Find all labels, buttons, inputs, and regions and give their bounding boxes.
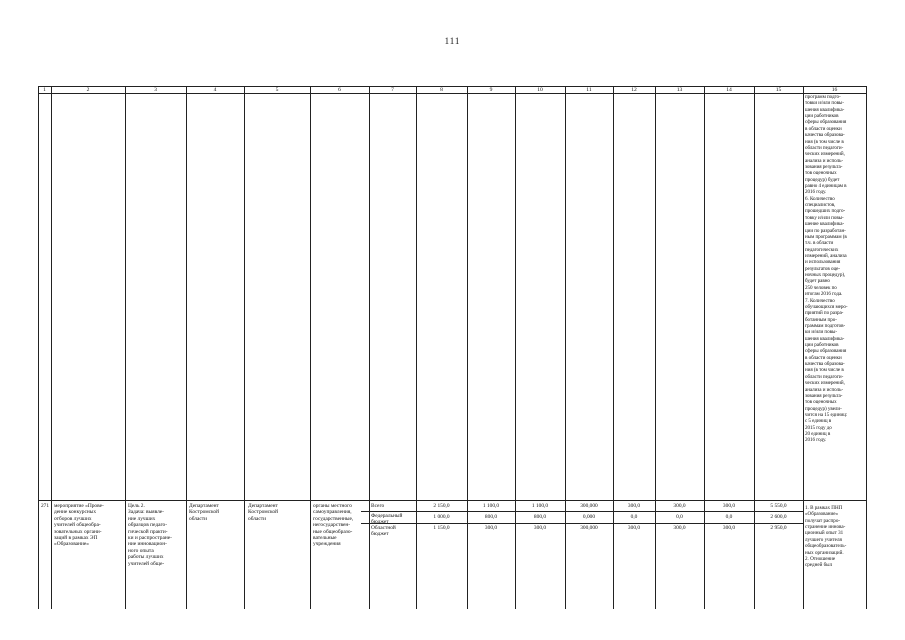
participants: органы местного самоуправления, государственные, негосударствен- ные общеобразо- вательные учреждения (313, 503, 354, 548)
column-header: 9 (489, 87, 493, 93)
column-border (866, 86, 867, 609)
row-separator (38, 500, 867, 501)
row-indicators-text: 1. В рамках ПНП «Образование» получат распро- странение иннова- ционный опыт 31 лучшего учителя общеобразователь- ных организаций. 2. Отношение средней был (805, 505, 847, 569)
column-header: 15 (775, 87, 782, 93)
value-cell: 1 100,0 (531, 503, 549, 509)
column-header: 16 (831, 87, 838, 93)
column-border (125, 86, 126, 609)
column-border (803, 86, 804, 609)
continued-indicators-text: программ подго- товки и/или повы- шения квалифика- ции работников сферы образования в области оценки качества образова- ния (в том числе в области педагоги- ческих измерений, анализа и исполь- зования результа- тов оценочных процедур) будет равно 4 единицам в 2016 году. 6. Количество специалистов, прошедших подго- товку и/или повы- шение квалифика- ции по разработан- ным программам (в т.ч. в области педагогических измерений, анализа и использования результатов оце- ночных процедур), будет равно 250 человек по итогам 2016 года. 7. Количество обучающихся меро- приятий по разра- ботанным про- граммам подготов- ки и/или повы- шения квалифика- ции работников сферы образования в области оценки качества образова- ния (в том числе в области педагоги- ческих измерений, анализа и исполь- зования результа- тов оценочных процедур) увели- чится на 15 единиц: с 5 единиц в 2015 году до 20 единиц в 2016 году. (805, 94, 848, 444)
value-cell: 1 100,0 (482, 503, 500, 509)
column-header: 4 (213, 87, 217, 93)
value-cell: 0,0 (630, 514, 638, 520)
value-cell: 0,000 (582, 514, 596, 520)
value-cell: 5 550,0 (770, 503, 787, 509)
value-cell: 300,0 (533, 525, 547, 531)
co-executor: Департамент Костромской области (248, 503, 278, 522)
column-header: 10 (537, 87, 543, 93)
column-header: 7 (391, 87, 394, 93)
funding-source: Всего (371, 503, 385, 509)
value-cell: 300,0 (722, 503, 736, 509)
page-number: 111 (444, 36, 461, 46)
column-border (244, 86, 245, 609)
column-header: 14 (726, 87, 732, 93)
value-cell: 0,0 (725, 514, 733, 520)
column-header: 6 (338, 87, 341, 93)
value-cell: 300,0 (627, 525, 641, 531)
value-cell: 300,0 (722, 525, 736, 531)
value-cell: 2 950,0 (770, 525, 787, 531)
value-cell: 300,000 (580, 525, 598, 531)
value-cell: 1 000,0 (433, 514, 450, 520)
row-number: 271 (40, 503, 50, 509)
value-cell: 2 600,0 (770, 514, 787, 520)
value-cell: 1 150,0 (433, 525, 450, 531)
column-header: 11 (586, 87, 592, 93)
value-cell: 2 150,0 (433, 503, 450, 509)
column-header: 2 (86, 87, 90, 93)
funding-source: Федеральный бюджет (371, 513, 403, 526)
value-cell: 300,0 (627, 503, 641, 509)
funding-row-separator (361, 523, 804, 524)
value-cell: 0,0 (676, 514, 683, 520)
funding-row-separator (361, 511, 804, 512)
value-cell: 300,0 (484, 525, 498, 531)
event-name: мероприятие «Прове- дение конкурсных отборов лучших учителей общеобра- зовательных органи- заций в рамках ЭП «Образование» (54, 503, 104, 548)
responsible-executor: Департамент Костромской области (189, 503, 219, 522)
value-cell: 800,0 (533, 514, 547, 520)
column-border (369, 86, 370, 609)
header-bottom-border (38, 93, 867, 94)
column-border (186, 86, 187, 609)
funding-source: Областной бюджет (371, 525, 396, 538)
value-cell: 300,0 (673, 525, 686, 531)
column-header: 12 (631, 87, 637, 93)
column-header: 8 (440, 87, 443, 93)
column-header: 3 (154, 87, 157, 93)
column-border (38, 86, 39, 609)
column-header: 5 (275, 87, 279, 93)
column-border (310, 86, 311, 609)
value-cell: 800,0 (484, 514, 498, 520)
goal-task: Цель 2. Задача: выявле- ние лучших образцов педаго- гической практи- ки и распростране- ние инновацион- ного опыта работы лучших учителей обще- (128, 503, 172, 567)
budget-table (38, 86, 867, 609)
column-border (51, 86, 52, 609)
value-cell: 300,0 (673, 503, 686, 509)
column-header: 13 (676, 87, 683, 93)
value-cell: 300,000 (580, 503, 598, 509)
column-header: 1 (43, 87, 46, 93)
